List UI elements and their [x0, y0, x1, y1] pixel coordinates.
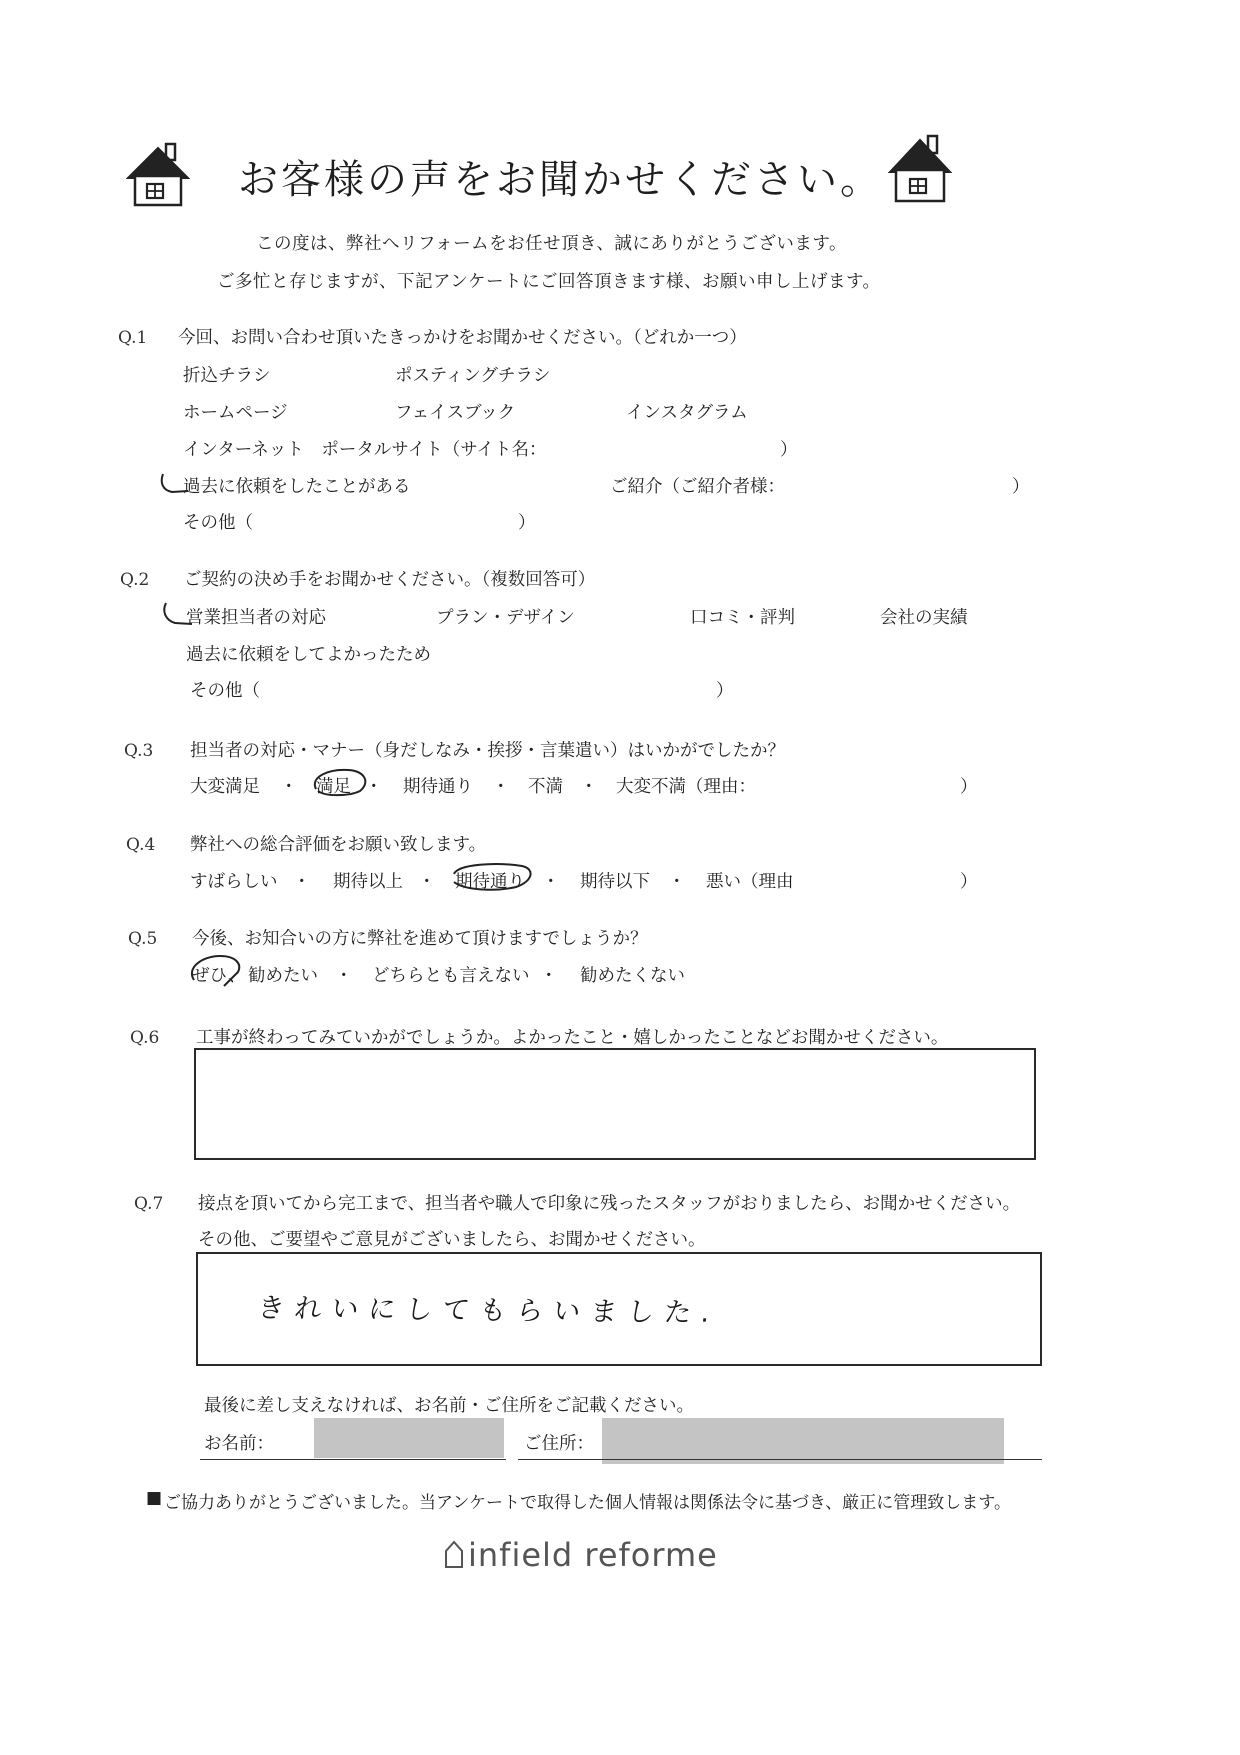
- q4-option-as-expected: 期待通り: [455, 872, 525, 892]
- q3-number: Q.3: [124, 741, 154, 761]
- q1-option-internet: インターネット ポータルサイト（サイト名：: [183, 440, 547, 460]
- address-redacted: [602, 1418, 1004, 1464]
- intro-line-2: ご多忙と存じますが、下記アンケートにご回答頂きます様、お願い申し上げます。: [217, 272, 881, 292]
- q2-question: ご契約の決め手をお聞かせください。（複数回答可）: [184, 570, 596, 590]
- footer-note: ご協力ありがとうございました。当アンケートで取得した個人情報は関係法令に基づき、厳正に管理致します。: [164, 1493, 1011, 1513]
- q3-option-very-satisfied: 大変満足: [190, 777, 260, 797]
- q4-dot-3: ・: [542, 872, 560, 892]
- q7-question: 接点を頂いてから完工まで、担当者や職人で印象に残ったスタッフがおりましたら、お聞かせください。: [198, 1194, 1021, 1214]
- q5-comma: 、: [228, 966, 246, 986]
- q2-option-past-good: 過去に依頼をしてよかったため: [186, 645, 431, 665]
- q4-option-below: 期待以下: [580, 872, 650, 892]
- name-underline: [200, 1459, 506, 1460]
- q1-option-instagram: インスタグラム: [626, 403, 748, 423]
- q3-option-satisfied: 満足: [316, 777, 351, 797]
- address-underline: [518, 1459, 1042, 1460]
- contact-prompt: 最後に差し支えなければ、お名前・ご住所をご記載ください。: [204, 1396, 694, 1416]
- q1-internet-close: ）: [780, 440, 798, 460]
- q7-number: Q.7: [134, 1194, 164, 1214]
- q5-dot-2: ・: [540, 966, 558, 986]
- q7-question-2: その他、ご要望やご意見がございましたら、お聞かせください。: [198, 1230, 706, 1250]
- q6-question: 工事が終わってみていかがでしょうか。よかったこと・嬉しかったことなどお聞かせください。: [196, 1028, 949, 1048]
- q1-option-flyer: 折込チラシ: [183, 366, 271, 386]
- q2-option-other: その他（: [190, 681, 260, 701]
- q5-dot-1: ・: [335, 966, 353, 986]
- q3-dot-1: ・: [280, 777, 298, 797]
- name-label: お名前：: [204, 1434, 274, 1454]
- q3-option-dissatisfied: 不満: [528, 777, 563, 797]
- q1-option-homepage: ホームページ: [183, 403, 288, 423]
- q1-option-referral: ご紹介（ご紹介者様：: [610, 477, 785, 497]
- q4-option-bad: 悪い（理由: [706, 872, 794, 892]
- q4-question: 弊社への総合評価をお願い致します。: [190, 835, 487, 855]
- q1-number: Q.1: [118, 328, 148, 348]
- q1-question: 今回、お問い合わせ頂いたきっかけをお聞かせください。（どれか一つ）: [178, 328, 747, 348]
- q2-option-plan: プラン・デザイン: [436, 608, 575, 628]
- intro-line-1: この度は、弊社へリフォームをお任せ頂き、誠にありがとうございます。: [256, 234, 848, 254]
- house-right-icon: [888, 132, 952, 208]
- q5-number: Q.5: [128, 929, 158, 949]
- q3-dot-2: ・: [365, 777, 383, 797]
- q2-number: Q.2: [120, 570, 150, 590]
- q3-dot-3: ・: [492, 777, 510, 797]
- q3-reason-close: ）: [960, 777, 978, 797]
- q2-other-close: ）: [716, 681, 734, 701]
- q3-question: 担当者の対応・マナー（身だしなみ・挨拶・言葉遣い）はいかがでしたか？: [190, 741, 785, 761]
- q5-option-not: 勧めたくない: [580, 966, 685, 986]
- q3-option-very-dissatisfied: 大変不満（理由：: [616, 777, 756, 797]
- q2-option-sales: 営業担当者の対応: [186, 608, 326, 628]
- page-title: お客様の声をお聞かせください。: [238, 157, 883, 203]
- q5-option-recommend: 勧めたい: [248, 966, 318, 986]
- q1-option-other: その他（: [183, 513, 253, 533]
- q6-answer-box: [194, 1048, 1036, 1160]
- q1-referral-close: ）: [1012, 477, 1030, 497]
- q4-reason-close: ）: [960, 872, 978, 892]
- q4-option-excellent: すばらしい: [190, 872, 278, 892]
- q1-option-past: 過去に依頼をしたことがある: [183, 477, 411, 497]
- q5-option-definitely: ぜひ: [192, 966, 227, 986]
- q4-option-above: 期待以上: [333, 872, 403, 892]
- q1-option-posting: ポスティングチラシ: [395, 366, 551, 386]
- q1-option-facebook: フェイスブック: [395, 403, 516, 423]
- q2-option-reviews: 口コミ・評判: [690, 608, 795, 628]
- house-left-icon: [126, 138, 190, 212]
- logo-house-icon: [444, 1539, 464, 1573]
- q4-dot-1: ・: [293, 872, 311, 892]
- q3-option-as-expected: 期待通り: [403, 777, 473, 797]
- q5-option-neither: どちらとも言えない: [372, 966, 530, 986]
- q4-dot-4: ・: [668, 872, 686, 892]
- name-redacted: [314, 1418, 504, 1458]
- q3-dot-4: ・: [580, 777, 598, 797]
- q4-dot-2: ・: [418, 872, 436, 892]
- q4-number: Q.4: [126, 835, 156, 855]
- footer-marker: ■: [146, 1488, 163, 1508]
- q1-other-close: ）: [518, 513, 536, 533]
- q6-number: Q.6: [130, 1028, 160, 1048]
- q2-option-record: 会社の実績: [880, 608, 968, 628]
- q7-answer-handwriting: きれいにしてもらいました.: [255, 1293, 722, 1329]
- q5-question: 今後、お知合いの方に弊社を進めて頂けますでしょうか？: [192, 929, 648, 949]
- address-label: ご住所：: [524, 1434, 594, 1454]
- company-logo: infield reforme: [468, 1536, 718, 1574]
